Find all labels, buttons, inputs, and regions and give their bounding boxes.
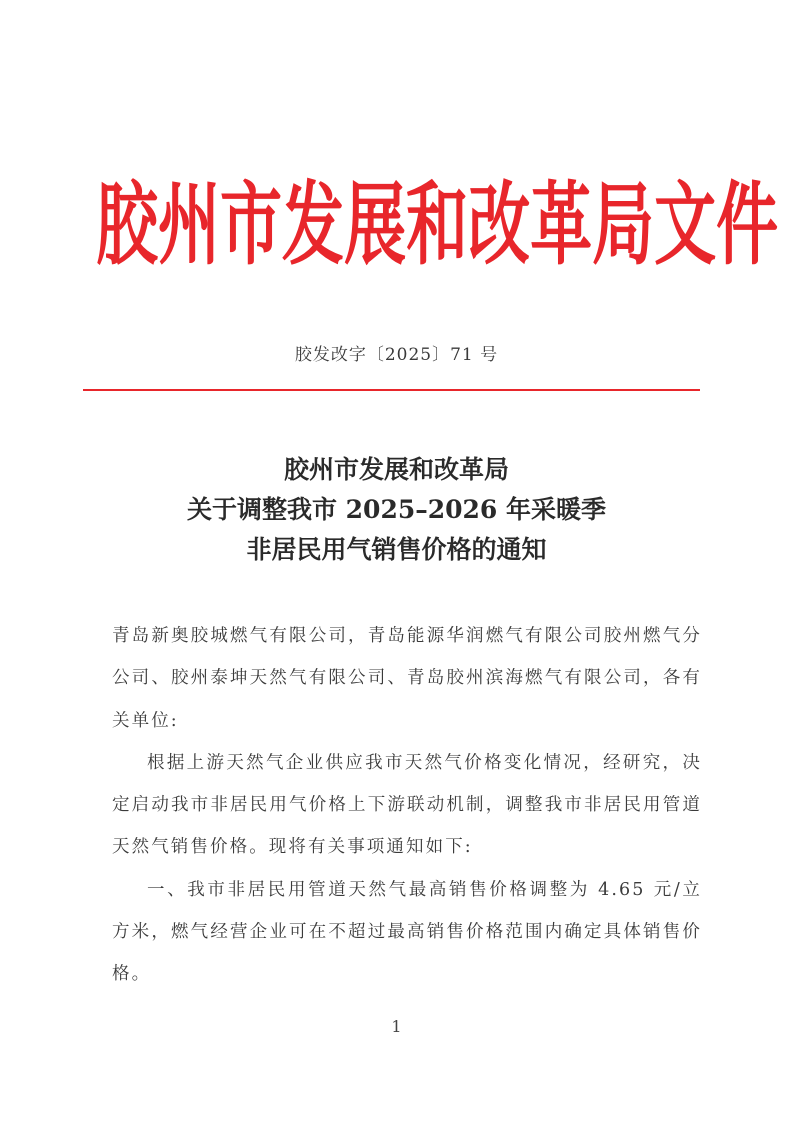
masthead-char: 件 — [716, 171, 779, 278]
red-divider-rule — [83, 389, 700, 391]
masthead-char: 局 — [592, 171, 655, 278]
title-line: 关于调整我市 2025–2026 年采暖季 — [186, 495, 607, 524]
masthead-char: 胶 — [96, 171, 159, 278]
masthead-char: 发 — [282, 171, 345, 278]
title-line: 胶州市发展和改革局 — [283, 455, 509, 484]
page-number: 1 — [391, 1017, 402, 1036]
masthead-char: 州 — [158, 171, 221, 278]
title-line: 非居民用气销售价格的通知 — [246, 535, 547, 564]
masthead-char: 改 — [468, 171, 531, 278]
masthead-char: 和 — [406, 171, 469, 278]
recipients-paragraph: 青岛新奥胶城燃气有限公司，青岛能源华润燃气有限公司胶州燃气分公司、胶州泰坤天然气有限公司、青岛胶州滨海燃气有限公司，各有关单位: — [112, 626, 702, 731]
masthead-char: 展 — [344, 171, 407, 278]
masthead-title — [96, 170, 779, 280]
document-number: 胶发改字〔2025〕71 号 — [294, 345, 499, 365]
body-paragraph: 一、我市非居民用管道天然气最高销售价格调整为 4.65 元/立方米，燃气经营企业可在不超过最高销售价格范围内确定具体销售价格。 — [112, 879, 702, 985]
document-title — [0, 450, 793, 570]
document-body — [112, 615, 702, 996]
masthead-char: 市 — [220, 171, 283, 278]
masthead-char: 文 — [654, 171, 717, 278]
body-paragraph: 根据上游天然气企业供应我市天然气价格变化情况，经研究，决定启动我市非居民用气价格上下游联动机制，调整我市非居民用管道天然气销售价格。现将有关事项通知如下: — [112, 752, 702, 858]
masthead-char: 革 — [530, 171, 593, 278]
